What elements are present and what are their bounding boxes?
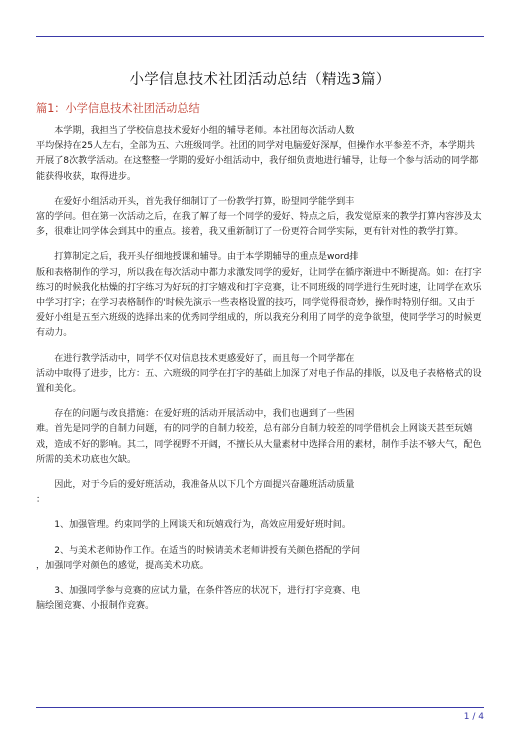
- paragraph-line: 存在的问题与改良措施：在爱好班的活动开展活动中，我们也遇到了一些困: [54, 409, 355, 420]
- paragraph-line: 脑绘图竞赛、小报制作竞赛。: [36, 601, 155, 612]
- paragraph-line: 本学期，我担当了学校信息技术爱好小组的辅导老师。本社团每次活动人数: [54, 126, 355, 136]
- paragraph: [36, 584, 484, 614]
- paragraph: [36, 124, 484, 185]
- page-number: 1 / 4: [463, 712, 484, 722]
- paragraph: [36, 478, 484, 508]
- paragraph-line: 1、加强管理。约束同学的上网谈天和玩嬉戏行为，高效应用爱好班时间。: [54, 520, 351, 531]
- paragraph-line: 因此，对于今后的爱好班活动，我准备从以下几个方面提兴奋趣班活动质量: [54, 480, 355, 491]
- paragraph-line: 2、与美术老师协作工作。在适当的时候请美术老师讲授有关颜色搭配的学问: [54, 545, 361, 556]
- paragraph-line: 活动中取得了进步，比方：五、六班级的同学在打字的基础上加深了对电子作品的排版，以及电子表格格式的设置和美化。: [36, 368, 482, 395]
- paragraph: [36, 544, 484, 574]
- page-title: 小学信息技术社团活动总结（精选3篇）: [129, 72, 391, 88]
- section-heading: 篇1：小学信息技术社团活动总结: [36, 102, 200, 115]
- paragraph: [36, 352, 484, 398]
- paragraph-line: 平均保持在25人左右，全部为五、六班级同学。社团的同学对电脑爱好深厚，但操作水平参差不齐，本学期共开展了8次教学活动。在这整整一学期的爱好小组活动中，我仔细负责地进行辅导，让每一个参与活动的同学都能获得收获，取得进步。: [36, 141, 479, 182]
- paragraph-line: 难。首先是同学的自制力问题，有的同学的自制力较差，总有部分自制力较差的同学借机会上网谈天甚至玩嬉戏，造成不好的影响。其二，同学视野不开阔，不擅长从大量素材中选择合用的素材，制作手法不够大气，配色所需的美术功底也欠缺。: [36, 424, 482, 465]
- paragraph-line: ：: [36, 495, 46, 506]
- document-body: [36, 124, 484, 624]
- paragraph: [36, 195, 484, 241]
- paragraph: [36, 250, 484, 341]
- paragraph-line: ，加强同学对颜色的感觉，提高美术功底。: [36, 560, 209, 571]
- paragraph-line: 在进行教学活动中，同学不仅对信息技术更感爱好了，而且每一个同学都在: [54, 353, 355, 364]
- footer-rule: [36, 707, 484, 708]
- paragraph: [36, 407, 484, 468]
- paragraph-line: 在爱好小组活动开头，首先我仔细制订了一份教学打算，盼望同学能学到丰: [54, 196, 355, 207]
- paragraph-line: 打算制定之后，我开头仔细地授课和辅导。由于本学期辅导的重点是word排: [54, 252, 359, 263]
- header-rule: [36, 36, 484, 37]
- paragraph-line: 版和表格制作的学习，所以我在每次活动中都力求激发同学的爱好，让同学在循序渐进中不断提高。如：在打字练习的时候我化枯燥的打字练习为好玩的打字嬉戏和打字竞赛，让不同班级的同学进行生死时速，让同学在欢乐中学习打字；在学习表格制作的'时候先演示一些表格设置的技巧，同学觉得很奇妙，操作时特别仔细。又由于爱好小组是五至六班级的选择出来的优秀同学组成的，所以我充分利用了同学的竞争欲望，使同学学习的时候更有动力。: [36, 267, 482, 339]
- paragraph-line: 富的学问。但在第一次活动之后，在我了解了每一个同学的爱好、特点之后，我发觉原来的教学打算内容涉及太多，很难让同学体会到其中的重点。接着，我又重新制订了一份更符合同学实际，更有针对性的教学打算。: [36, 212, 482, 238]
- paragraph-line: 3、加强同学参与竞赛的应试力量，在条件答应的状况下，进行打字竞赛、电: [54, 586, 361, 597]
- paragraph: [36, 518, 484, 533]
